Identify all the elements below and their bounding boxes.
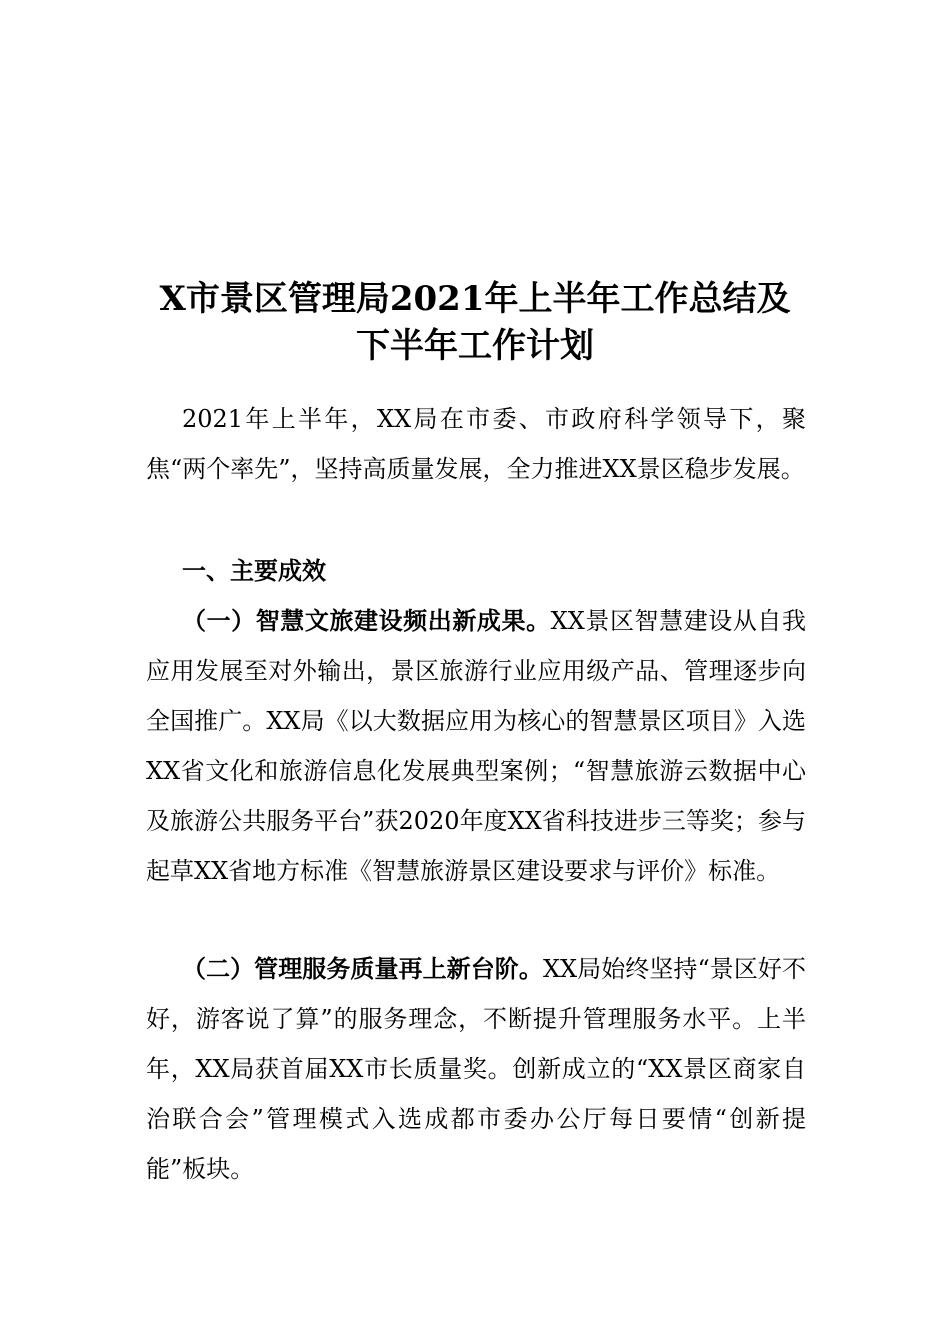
paragraph-lead-service-quality: （二）管理服务质量再上新台阶。 bbox=[182, 954, 543, 983]
paragraph-lead-smart-tourism: （一）智慧文旅建设频出新成果。 bbox=[182, 606, 551, 635]
paragraph-body-smart-tourism: XX景区智慧建设从自我应用发展至对外输出，景区旅游行业应用级产品、管理逐步向全国推广。XX局《以大数据应用为核心的智慧景区项目》入选XX省文化和旅游信息化发展典型案例；“智慧旅游云数据中心及旅游公共服务平台”获2020年度XX省科技进步三等奖；参与起草XX省地方标准《智慧旅游景区建设要求与评价》标准。 bbox=[146, 607, 807, 885]
section-heading-main-achievements: 一、主要成效 bbox=[182, 556, 326, 585]
paragraph-body-service-quality: XX局始终坚持“景区好不好，游客说了算”的服务理念，不断提升管理服务水平。上半年，XX局获首届XX市长质量奖。创新成立的“XX景区商家自治联合会”管理模式入选成都市委办公厅每日要情“创新提能”板块。 bbox=[146, 955, 806, 1183]
document-title-line-2: 下半年工作计划 bbox=[356, 326, 594, 366]
paragraph-service-quality bbox=[146, 944, 806, 1194]
document-title-line-1: X市景区管理局2021年上半年工作总结及 bbox=[159, 279, 791, 319]
paragraph-smart-tourism bbox=[146, 596, 806, 896]
intro-paragraph: 2021年上半年，XX局在市委、市政府科学领导下，聚焦“两个率先”，坚持高质量发展，全力推进XX景区稳步发展。 bbox=[146, 405, 806, 483]
